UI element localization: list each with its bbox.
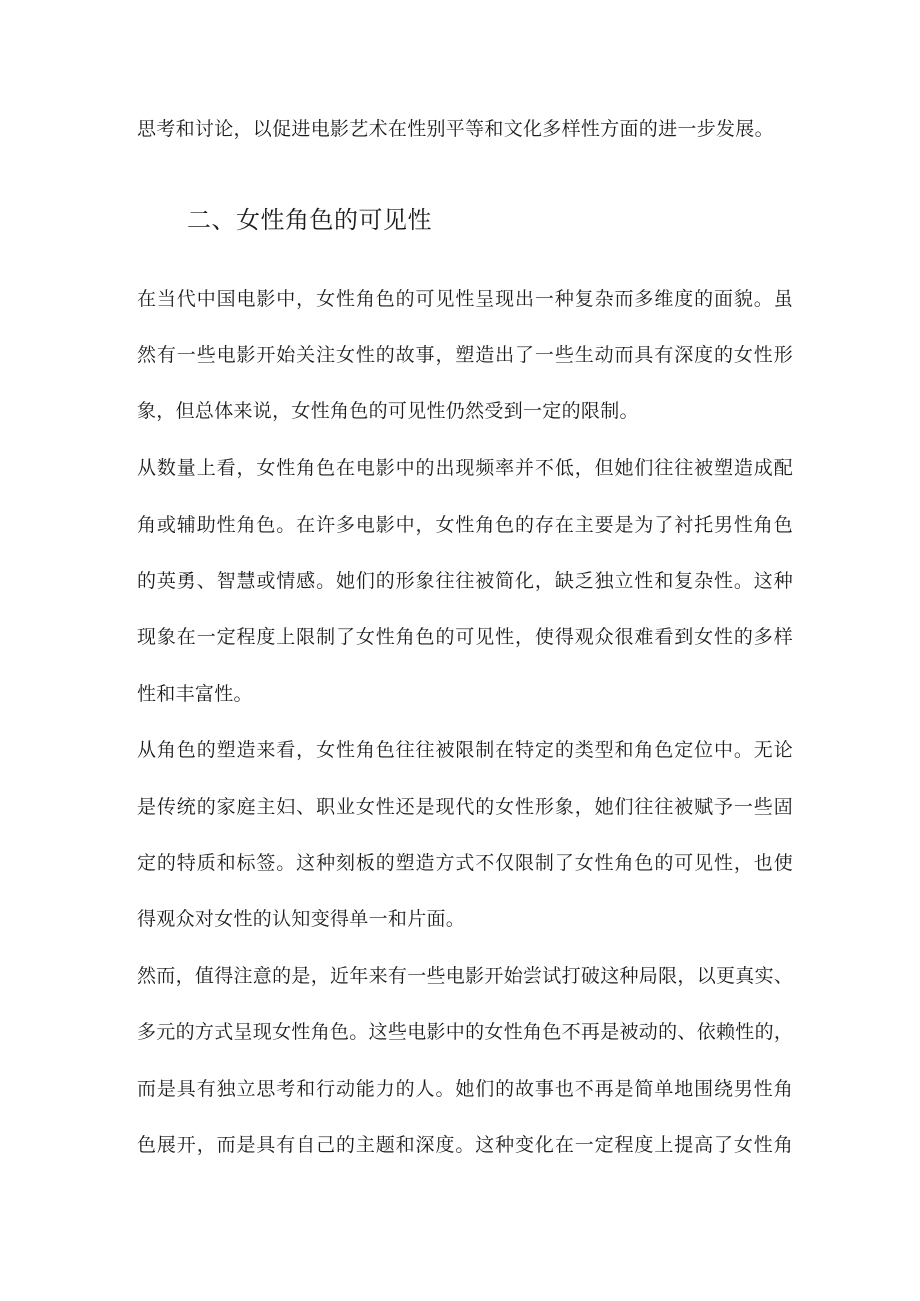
paragraph-line: 是传统的家庭主妇、职业女性还是现代的女性形象，她们往往被赋予一些固	[137, 796, 793, 818]
paragraph-line: 象，但总体来说，女性角色的可见性仍然受到一定的限制。	[137, 400, 639, 422]
paragraph-line: 角或辅助性角色。在许多电影中，女性角色的存在主要是为了衬托男性角色	[137, 514, 793, 536]
paragraph-line: 在当代中国电影中，女性角色的可见性呈现出一种复杂而多维度的面貌。虽	[137, 288, 793, 310]
paragraph-line: 多元的方式呈现女性角色。这些电影中的女性角色不再是被动的、依赖性的，	[137, 1021, 794, 1043]
paragraph-line: 得观众对女性的认知变得单一和片面。	[137, 908, 466, 930]
section-heading: 二、女性角色的可见性	[187, 206, 432, 234]
paragraph-line: 从数量上看，女性角色在电影中的出现频率并不低，但她们往往被塑造成配	[137, 457, 793, 479]
intro-line: 思考和讨论，以促进电影艺术在性别平等和文化多样性方面的进一步发展。	[137, 118, 774, 140]
paragraph-line: 性和丰富性。	[137, 683, 253, 705]
paragraph-line: 现象在一定程度上限制了女性角色的可见性，使得观众很难看到女性的多样	[137, 626, 793, 648]
paragraph-line: 色展开，而是具有自己的主题和深度。这种变化在一定程度上提高了女性角	[137, 1134, 793, 1156]
paragraph-line: 定的特质和标签。这种刻板的塑造方式不仅限制了女性角色的可见性，也使	[137, 852, 793, 874]
paragraph-line: 的英勇、智慧或情感。她们的形象往往被简化，缺乏独立性和复杂性。这种	[137, 570, 793, 592]
paragraph-line: 而是具有独立思考和行动能力的人。她们的故事也不再是简单地围绕男性角	[137, 1078, 793, 1100]
paragraph-line: 从角色的塑造来看，女性角色往往被限制在特定的类型和角色定位中。无论	[137, 739, 793, 761]
paragraph-line: 然有一些电影开始关注女性的故事，塑造出了一些生动而具有深度的女性形	[137, 344, 793, 366]
paragraph-line: 然而，值得注意的是，近年来有一些电影开始尝试打破这种局限，以更真实、	[137, 965, 794, 987]
